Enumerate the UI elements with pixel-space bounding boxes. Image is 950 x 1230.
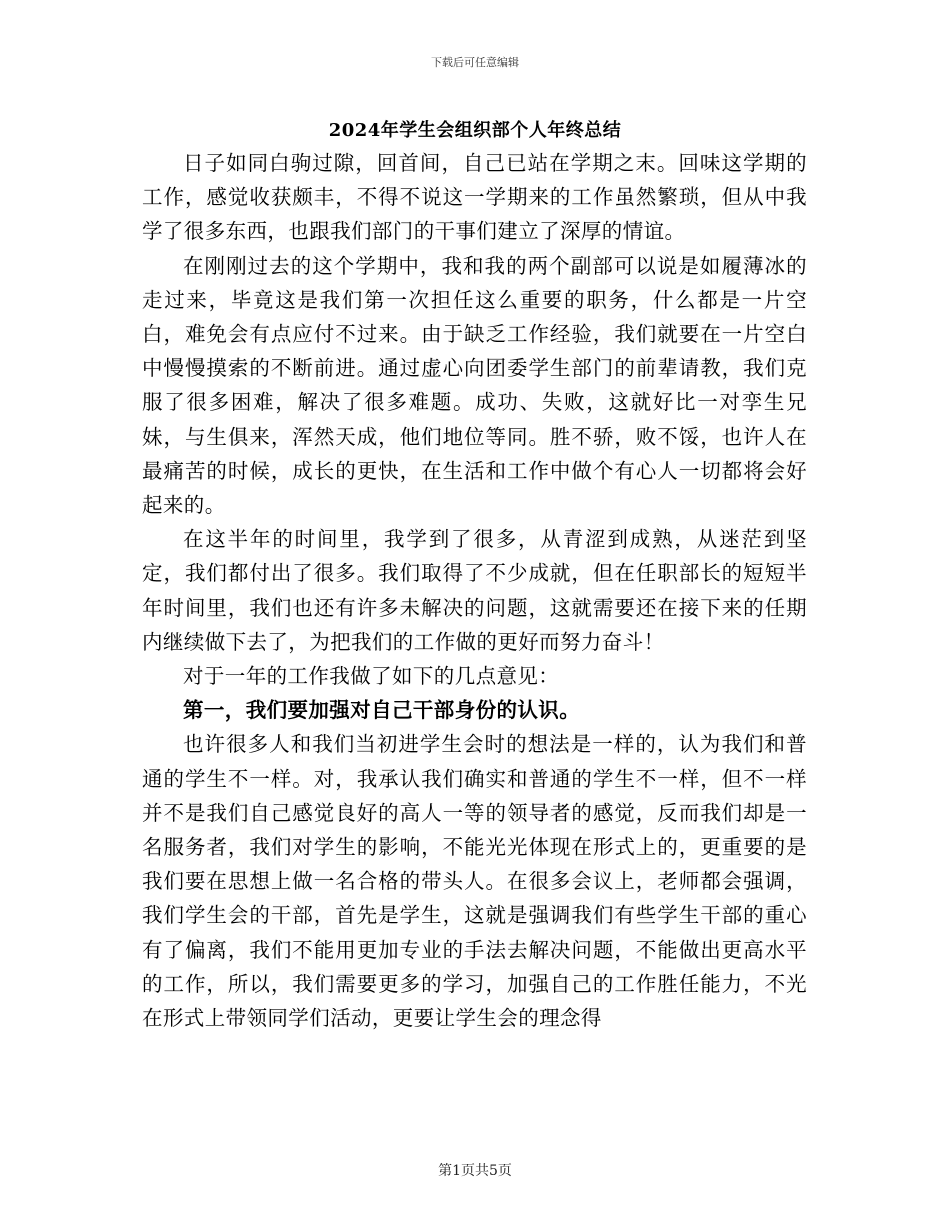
section-heading-1: 第一，我们要加强对自己干部身份的认识。 <box>183 698 581 723</box>
paragraph-2: 在刚刚过去的这个学期中，我和我的两个副部可以说是如履薄冰的走过来，毕竟这是我们第一次担任这么重要的职务，什么都是一片空白，难免会有点应付不过来。由于缺乏工作经验，我们就要在一片空白中慢慢摸索的不断前进。通过虚心向团委学生部门的前辈请教，我们克服了很多困难，解决了很多难题。成功、失败，这就好比一对孪生兄妹，与生俱来，浑然天成，他们地位等同。胜不骄，败不馁，也许人在最痛苦的时候，成长的更快，在生活和工作中做个有心人一切都将会好起来的。 <box>142 253 807 518</box>
header-note: 下载后可任意编辑 <box>431 56 519 69</box>
paragraph-1: 日子如同白驹过隙，回首间，自己已站在学期之末。回味这学期的工作，感觉收获颇丰，不得不说这一学期来的工作虽然繁琐，但从中我学了很多东西，也跟我们部门的干事们建立了深厚的情谊。 <box>142 151 807 244</box>
document-body <box>142 146 807 1035</box>
paragraph-5: 也许很多人和我们当初进学生会时的想法是一样的，认为我们和普通的学生不一样。对，我承认我们确实和普通的学生不一样，但不一样并不是我们自己感觉良好的高人一等的领导者的感觉，反而我们却是一名服务者，我们对学生的影响，不能光光体现在形式上的，更重要的是我们要在思想上做一名合格的带头人。在很多会议上，老师都会强调，我们学生会的干部，首先是学生，这就是强调我们有些学生干部的重心有了偏离，我们不能用更加专业的手法去解决问题，不能做出更高水平的工作，所以，我们需要更多的学习，加强自己的工作胜任能力，不光在形式上带领同学们活动，更要让学生会的理念得 <box>142 732 807 1031</box>
paragraph-3: 在这半年的时间里，我学到了很多，从青涩到成熟，从迷茫到坚定，我们都付出了很多。我们取得了不少成就，但在任职部长的短短半年时间里，我们也还有许多未解决的问题，这就需要还在接下来的任期内继续做下去了，为把我们的工作做的更好而努力奋斗！ <box>142 527 807 654</box>
page-footer: 第1页共5页 <box>438 1163 512 1179</box>
paragraph-4: 对于一年的工作我做了如下的几点意见： <box>183 664 560 689</box>
document-title: 2024年学生会组织部个人年终总结 <box>328 120 622 141</box>
